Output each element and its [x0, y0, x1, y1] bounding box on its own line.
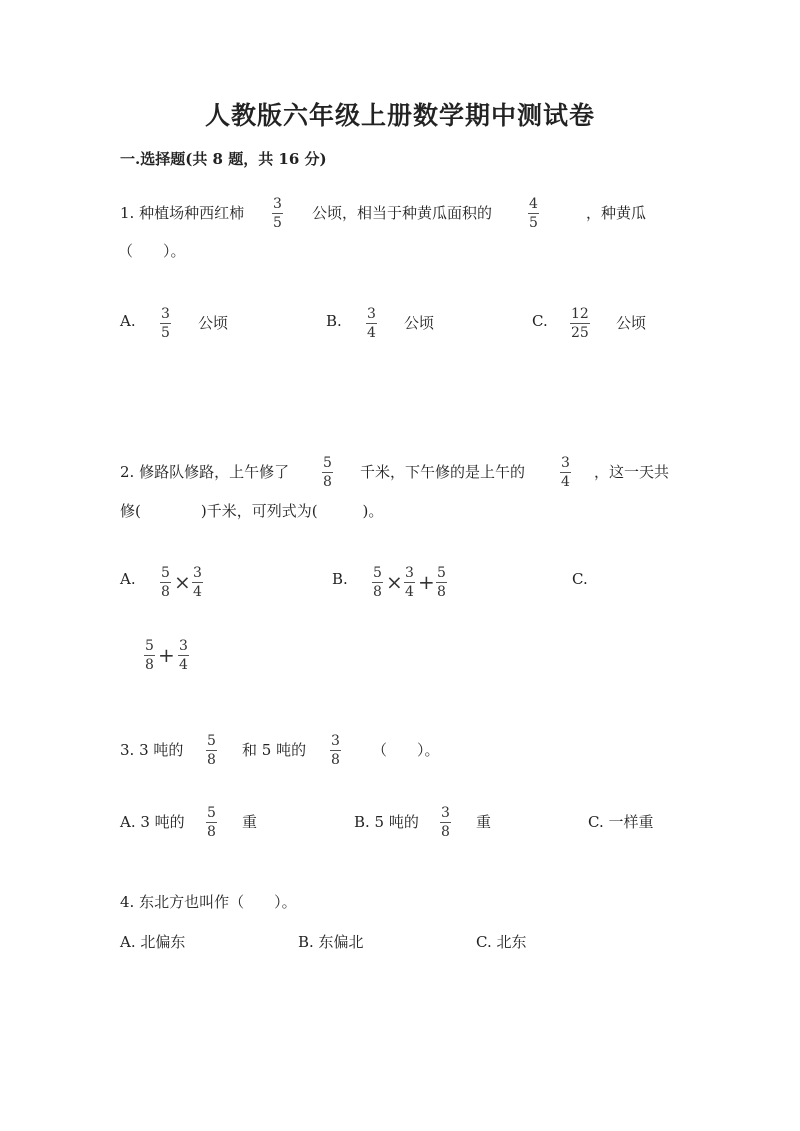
q2-option-b-f3-numerator: 5 [437, 565, 446, 581]
q2-option-b-f1-denominator: 8 [373, 584, 382, 600]
q2-fraction-2-denominator: 4 [561, 474, 570, 490]
q2-option-b-fraction-2 [404, 565, 415, 600]
q4-stem: 4. 东北方也叫作（ ）。 [120, 893, 297, 911]
q2-fraction-1-denominator: 8 [323, 474, 332, 490]
q2-option-a-f1-numerator: 5 [161, 565, 170, 581]
q2-option-a-f2-denominator: 4 [193, 584, 202, 600]
q1-option-c-numerator: 12 [571, 306, 589, 322]
q2-option-c-f2-numerator: 3 [179, 638, 188, 654]
q1-option-c-label: C. [532, 312, 548, 330]
q2-stem-part-b: 千米，下午修的是上午的 [360, 463, 526, 481]
q2-option-c-f1-numerator: 5 [145, 638, 154, 654]
q2-option-c-label: C. [572, 570, 588, 588]
section-heading: 一.选择题(共 8 题，共 16 分) [120, 150, 327, 168]
q3-option-b-unit: 重 [476, 813, 492, 831]
q3-option-c-label: C. 一样重 [588, 813, 654, 831]
q2-option-a-operator: × [174, 570, 191, 594]
q1-option-b-numerator: 3 [367, 306, 376, 322]
q3-stem-part-b: 和 5 吨的 [242, 741, 307, 759]
q4-option-a: A. 北偏东 [120, 933, 186, 951]
q2-option-c-operator: + [158, 643, 175, 667]
q1-option-a-denominator: 5 [161, 325, 170, 341]
q1-stem-part-a: 1. 种植场种西红柿 [120, 204, 245, 222]
q1-option-c-denominator: 25 [571, 325, 589, 341]
q2-fraction-2 [560, 455, 571, 490]
q1-option-a-fraction [160, 306, 171, 341]
q1-fraction-2-denominator: 5 [529, 215, 538, 231]
q3-option-b-numerator: 3 [441, 805, 450, 821]
q2-option-a-label: A. [120, 570, 136, 588]
q2-option-b-f2-denominator: 4 [405, 584, 414, 600]
q3-stem-part-a: 3. 3 吨的 [120, 741, 184, 759]
q3-fraction-2 [330, 733, 341, 768]
q3-option-a-unit: 重 [242, 813, 258, 831]
q3-option-b-fraction [440, 805, 451, 840]
q2-stem-part-a: 2. 修路队修路，上午修了 [120, 463, 290, 481]
q3-fraction-2-denominator: 8 [331, 752, 340, 768]
q3-option-b-label: B. 5 吨的 [354, 813, 419, 831]
q4-option-b: B. 东偏北 [298, 933, 364, 951]
page-title: 人教版六年级上册数学期中测试卷 [204, 101, 595, 130]
q1-option-c-unit: 公顷 [616, 314, 647, 332]
q2-option-b-operator-1: × [386, 570, 403, 594]
q2-stem-part-d: 修( )千米，可列式为( )。 [120, 502, 384, 520]
q1-option-a-unit: 公顷 [198, 314, 229, 332]
q2-option-b-f2-numerator: 3 [405, 565, 414, 581]
q3-stem-part-c: （ ）。 [372, 741, 440, 759]
q2-option-c-fraction-2 [178, 638, 189, 673]
q1-fraction-1-numerator: 3 [273, 196, 282, 212]
q1-stem-part-c: ，种黄瓜 [586, 204, 647, 222]
q3-fraction-2-numerator: 3 [331, 733, 340, 749]
q2-option-a-fraction-2 [192, 565, 203, 600]
q1-option-a-label: A. [120, 312, 136, 330]
q1-option-b-label: B. [326, 312, 342, 330]
q2-option-b-operator-2: + [418, 570, 435, 594]
q1-option-b-denominator: 4 [367, 325, 376, 341]
q2-fraction-1 [322, 455, 333, 490]
q1-option-c-fraction [570, 306, 590, 341]
q1-option-b-fraction [366, 306, 377, 341]
q2-option-a-fraction-1 [160, 565, 171, 600]
q3-option-a-fraction [206, 805, 217, 840]
q2-fraction-2-numerator: 3 [561, 455, 570, 471]
q2-option-b-fraction-1 [372, 565, 383, 600]
q3-fraction-1-numerator: 5 [207, 733, 216, 749]
q1-option-b-unit: 公顷 [404, 314, 435, 332]
q1-fraction-2-numerator: 4 [529, 196, 538, 212]
q2-option-c-f1-denominator: 8 [145, 657, 154, 673]
q1-option-a-numerator: 3 [161, 306, 170, 322]
q2-option-c-fraction-1 [144, 638, 155, 673]
q3-option-b-denominator: 8 [441, 824, 450, 840]
q3-option-a-label: A. 3 吨的 [120, 813, 185, 831]
q2-option-b-f3-denominator: 8 [437, 584, 446, 600]
q2-option-b-fraction-3 [436, 565, 447, 600]
q2-option-b-label: B. [332, 570, 348, 588]
q1-fraction-1 [272, 196, 283, 231]
q3-option-a-denominator: 8 [207, 824, 216, 840]
q2-option-a-f1-denominator: 8 [161, 584, 170, 600]
q2-stem-part-c: ，这一天共 [594, 463, 670, 481]
q3-option-a-numerator: 5 [207, 805, 216, 821]
q1-fraction-2 [528, 196, 539, 231]
q4-option-c: C. 北东 [476, 933, 527, 951]
q1-fraction-1-denominator: 5 [273, 215, 282, 231]
q2-fraction-1-numerator: 5 [323, 455, 332, 471]
q2-option-a-f2-numerator: 3 [193, 565, 202, 581]
q3-fraction-1 [206, 733, 217, 768]
q2-option-b-f1-numerator: 5 [373, 565, 382, 581]
q3-fraction-1-denominator: 8 [207, 752, 216, 768]
q2-option-c-f2-denominator: 4 [179, 657, 188, 673]
q1-stem-part-b: 公顷，相当于种黄瓜面积的 [312, 204, 493, 222]
q1-stem-part-d: （ ）。 [118, 242, 186, 260]
